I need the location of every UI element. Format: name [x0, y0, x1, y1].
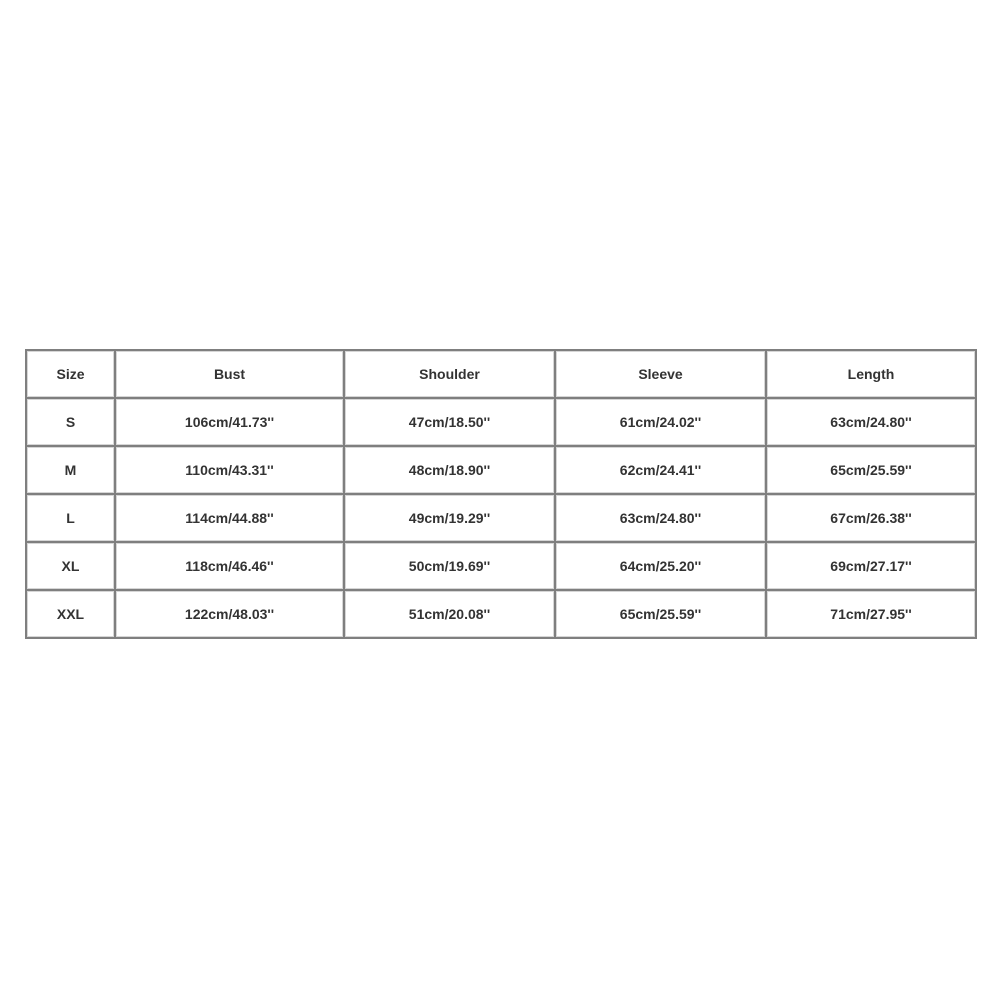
cell-bust: 122cm/48.03'' — [115, 590, 344, 638]
cell-bust: 114cm/44.88'' — [115, 494, 344, 542]
header-shoulder: Shoulder — [344, 350, 555, 398]
cell-size: S — [26, 398, 115, 446]
cell-length: 71cm/27.95'' — [766, 590, 976, 638]
table-row — [26, 446, 976, 494]
cell-sleeve: 61cm/24.02'' — [555, 398, 766, 446]
cell-sleeve: 63cm/24.80'' — [555, 494, 766, 542]
table-row — [26, 398, 976, 446]
header-length: Length — [766, 350, 976, 398]
table-row — [26, 590, 976, 638]
cell-sleeve: 65cm/25.59'' — [555, 590, 766, 638]
cell-bust: 106cm/41.73'' — [115, 398, 344, 446]
cell-shoulder: 51cm/20.08'' — [344, 590, 555, 638]
cell-bust: 110cm/43.31'' — [115, 446, 344, 494]
cell-length: 69cm/27.17'' — [766, 542, 976, 590]
cell-shoulder: 50cm/19.69'' — [344, 542, 555, 590]
table-row — [26, 494, 976, 542]
header-size: Size — [26, 350, 115, 398]
header-sleeve: Sleeve — [555, 350, 766, 398]
cell-size: L — [26, 494, 115, 542]
cell-length: 67cm/26.38'' — [766, 494, 976, 542]
cell-sleeve: 62cm/24.41'' — [555, 446, 766, 494]
cell-sleeve: 64cm/25.20'' — [555, 542, 766, 590]
cell-shoulder: 48cm/18.90'' — [344, 446, 555, 494]
cell-size: M — [26, 446, 115, 494]
cell-size: XXL — [26, 590, 115, 638]
table-row — [26, 542, 976, 590]
header-row — [26, 350, 976, 398]
size-chart-table — [25, 349, 977, 639]
cell-size: XL — [26, 542, 115, 590]
cell-length: 63cm/24.80'' — [766, 398, 976, 446]
cell-bust: 118cm/46.46'' — [115, 542, 344, 590]
cell-length: 65cm/25.59'' — [766, 446, 976, 494]
header-bust: Bust — [115, 350, 344, 398]
cell-shoulder: 49cm/19.29'' — [344, 494, 555, 542]
cell-shoulder: 47cm/18.50'' — [344, 398, 555, 446]
